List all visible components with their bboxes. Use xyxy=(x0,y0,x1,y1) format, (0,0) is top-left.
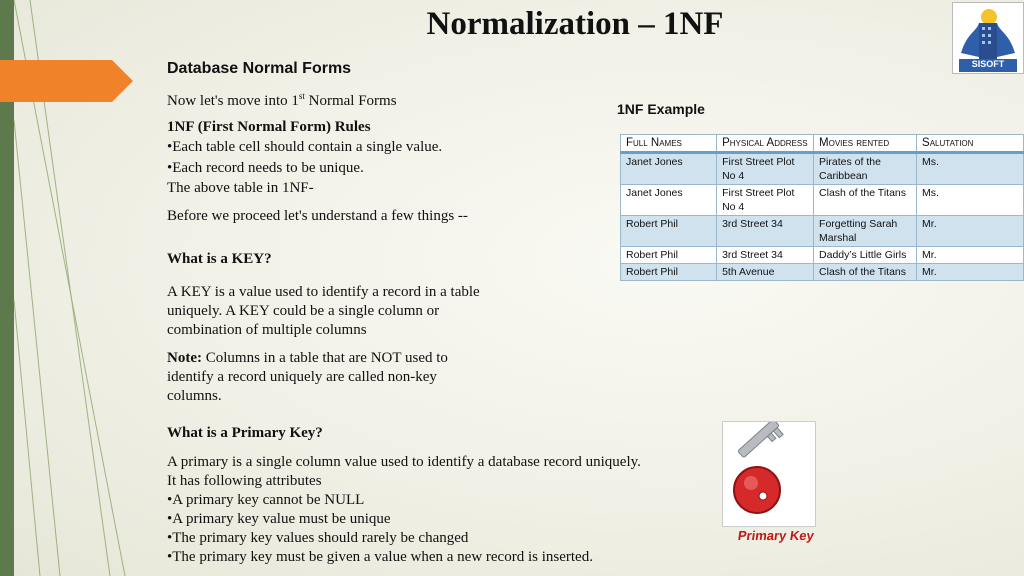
table-cell: Mr. xyxy=(917,247,1024,264)
key-text-line: combination of multiple columns xyxy=(167,322,367,338)
table-cell: Janet Jones xyxy=(621,153,717,185)
table-cell: 5th Avenue xyxy=(717,264,814,281)
table-cell: Janet Jones xyxy=(621,185,717,216)
primary-key-line: A primary is a single column value used to identify a database record uniquely. xyxy=(167,454,641,470)
orange-arrow-shape xyxy=(0,60,133,102)
primary-key-caption: Primary Key xyxy=(736,528,815,543)
rules-heading: 1NF (First Normal Form) Rules xyxy=(167,119,371,135)
table-cell: Mr. xyxy=(917,216,1024,247)
table-row xyxy=(621,216,1024,247)
table-cell: Robert Phil xyxy=(621,216,717,247)
key-heading: What is a KEY? xyxy=(167,251,272,267)
table-cell: First Street Plot No 4 xyxy=(717,153,814,185)
section-subtitle: Database Normal Forms xyxy=(167,60,352,77)
note-line: identify a record uniquely are called non-key xyxy=(167,369,437,385)
table-cell: Clash of the Titans xyxy=(814,264,917,281)
table-cell: Ms. xyxy=(917,185,1024,216)
table-header-cell: Physical Address xyxy=(717,135,814,153)
rule-item: •Each record needs to be unique. xyxy=(167,160,364,176)
table-cell: Pirates of the Caribbean xyxy=(814,153,917,185)
primary-key-heading: What is a Primary Key? xyxy=(167,425,323,441)
rule-item: •Each table cell should contain a single value. xyxy=(167,139,443,155)
key-text-line: uniquely. A KEY could be a single column or xyxy=(167,303,440,319)
table-cell: 3rd Street 34 xyxy=(717,216,814,247)
key-icon xyxy=(723,422,815,526)
table-row xyxy=(621,153,1024,185)
table-cell: Forgetting Sarah Marshal xyxy=(814,216,917,247)
primary-key-line: •A primary key value must be unique xyxy=(167,511,391,527)
table-cell: Clash of the Titans xyxy=(814,185,917,216)
intro-text: Now let's move into 1st Normal Forms xyxy=(167,91,397,109)
table-row xyxy=(621,264,1024,281)
key-text-line: A KEY is a value used to identify a record in a table xyxy=(167,284,480,300)
table-cell: 3rd Street 34 xyxy=(717,247,814,264)
table-row xyxy=(621,247,1024,264)
table-cell: Daddy’s Little Girls xyxy=(814,247,917,264)
note-line: Note: Columns in a table that are NOT used to xyxy=(167,350,448,366)
table-header-cell: Movies rented xyxy=(814,135,917,153)
table-header-row xyxy=(621,135,1024,153)
table-cell: Mr. xyxy=(917,264,1024,281)
note-line: columns. xyxy=(167,388,222,404)
primary-key-line: •The primary key values should rarely be changed xyxy=(167,530,469,546)
table-cell: Robert Phil xyxy=(621,264,717,281)
primary-key-line: •The primary key must be given a value when a new record is inserted. xyxy=(167,549,593,565)
table-header-cell: Full Names xyxy=(621,135,717,153)
primary-key-line: It has following attributes xyxy=(167,473,322,489)
example-table xyxy=(620,134,1024,281)
logo-text: SISOFT xyxy=(971,59,1005,69)
sisoft-logo xyxy=(952,2,1024,74)
primary-key-line: •A primary key cannot be NULL xyxy=(167,492,365,508)
slide-title: Normalization – 1NF xyxy=(426,6,724,42)
table-cell: First Street Plot No 4 xyxy=(717,185,814,216)
proceed-text: Before we proceed let's understand a few things -- xyxy=(167,208,468,224)
table-cell: Robert Phil xyxy=(621,247,717,264)
rules-tail: The above table in 1NF- xyxy=(167,180,314,196)
table-row xyxy=(621,185,1024,216)
primary-key-image xyxy=(722,421,816,527)
table-header-cell: Salutation xyxy=(917,135,1024,153)
table-cell: Ms. xyxy=(917,153,1024,185)
example-heading: 1NF Example xyxy=(617,101,705,117)
